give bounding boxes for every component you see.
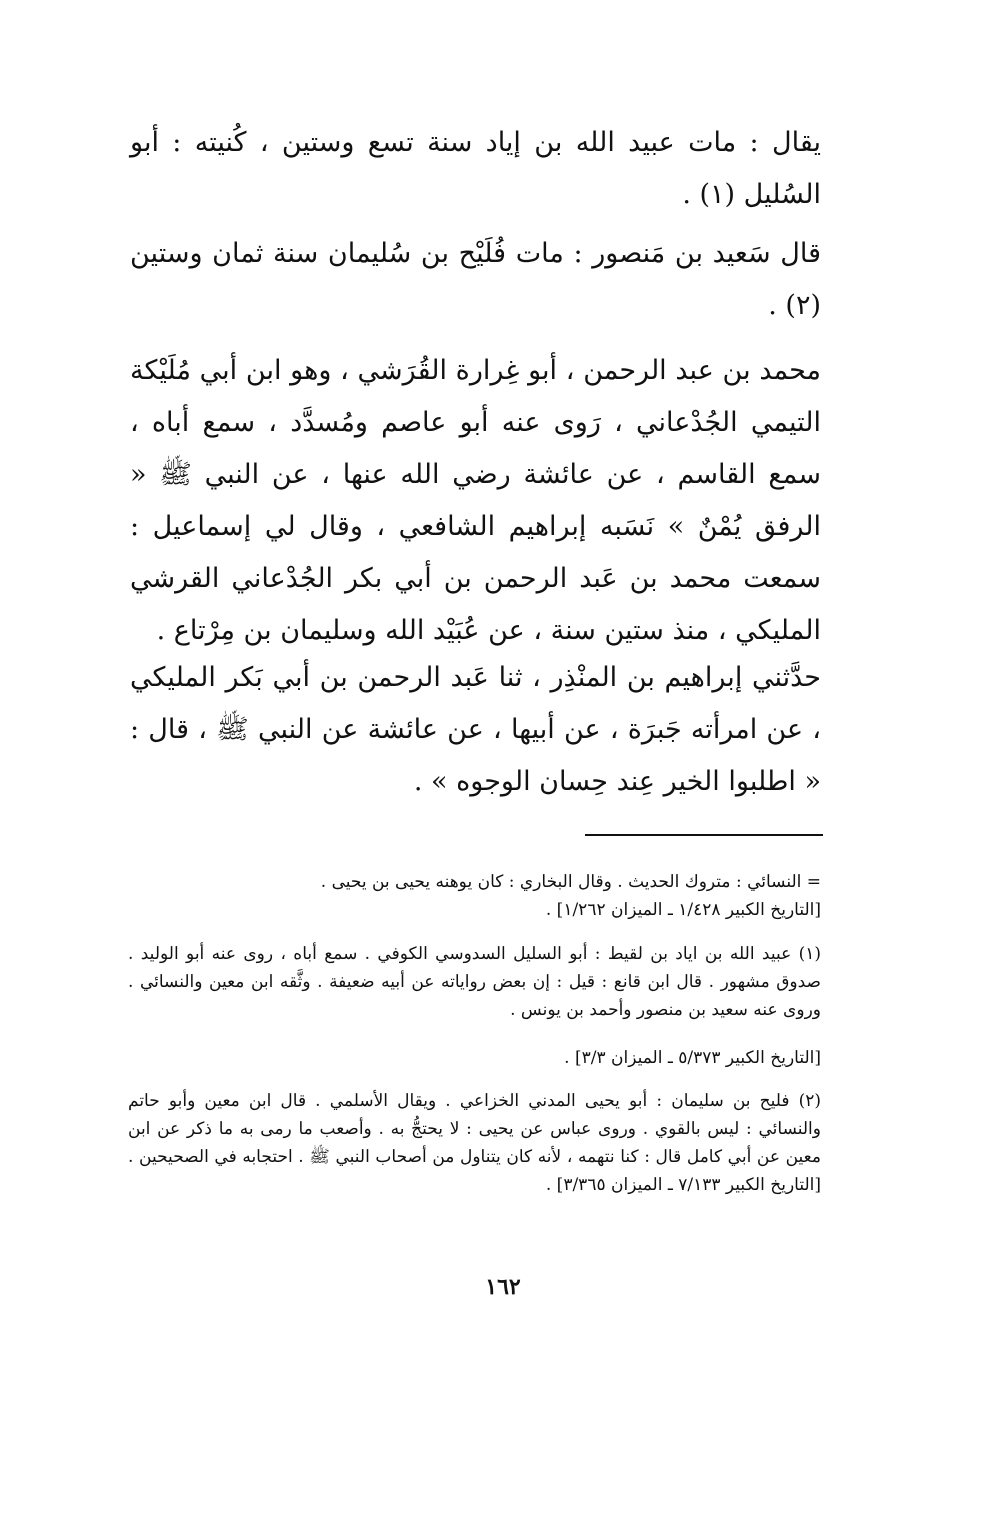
paragraph-ubaidullah-death: يقال : مات عبيد الله بن إياد سنة تسع وستين ، كُنيته : أبو السُليل (١) .: [130, 127, 821, 210]
footnote-continuation: = النسائي : متروك الحديث . وقال البخاري : كان يوهنه يحيى بن يحيى .: [320, 872, 821, 892]
footnote-continuation-reference: [التاريخ الكبير ١/٤٢٨ ـ الميزان ١/٢٦٢] .: [545, 900, 821, 920]
paragraph-muhammad-bio: محمد بن عبد الرحمن ، أبو غِرارة القُرَشي ، وهو ابن أبي مُلَيْكة التيمي الجُدْعاني ، رَوى عنه أبو عاصم ومُسدَّد ، سمع أباه ، سمع القاسم ، عن عائشة رضي الله عنها ، عن النبي ﷺ « الرفق يُمْنٌ » نَسَبه إبراهيم الشافعي ، وقال لي إسماعيل : سمعت محمد بن عَبد الرحمن بن أبي بكر الجُدْعاني القرشي المليكي ، منذ ستين سنة ، عن عُبَيْد الله وسليمان بن مِرْتاع .: [130, 355, 821, 646]
paragraph-fulayh-death: قال سَعيد بن مَنصور : مات فُلَيْح بن سُليمان سنة ثمان وستين (٢) .: [130, 238, 821, 321]
footnote-2: (٢) فليح بن سليمان : أبو يحيى المدني الخزاعي . ويقال الأسلمي . قال ابن معين وأبو حاتم والنسائي : ليس بالقوي . وروى عباس عن يحيى : لا يحتجُّ به . وأصعب ما رمى به ما ذكر عن ابن معين عن أبي كامل قال : كنا نتهمه ، لأنه كان يتناول من أصحاب النبي ﷺ . احتجابه في الصحيحين . [التاريخ الكبير ٧/١٣٣ ـ الميزان ٣/٣٦٥] .: [128, 1091, 821, 1195]
footnote-1: (١) عبيد الله بن اياد بن لقيط : أبو السليل السدوسي الكوفي . سمع أباه ، روى عنه أبو الوليد . صدوق مشهور . قال ابن قانع : قيل : إن بعض رواياته عن أبيه ضعيفة . وثَّقه ابن معين والنسائي . وروى عنه سعيد بن منصور وأحمد بن يونس .: [128, 944, 821, 1020]
page-number: ١٦٢: [485, 1274, 521, 1300]
paragraph-hadith-narration: حدَّثني إبراهيم بن المنْذِر ، ثنا عَبد الرحمن بن أبي بَكر المليكي ، عن امرأته جَبرَة ، عن أبيها ، عن عائشة عن النبي ﷺ ، قال : « اطلبوا الخير عِند حِسان الوجوه » .: [130, 662, 821, 797]
footnote-1-reference: [التاريخ الكبير ٥/٣٧٣ ـ الميزان ٣/٣] .: [564, 1048, 821, 1068]
footnote-divider: [585, 834, 823, 836]
